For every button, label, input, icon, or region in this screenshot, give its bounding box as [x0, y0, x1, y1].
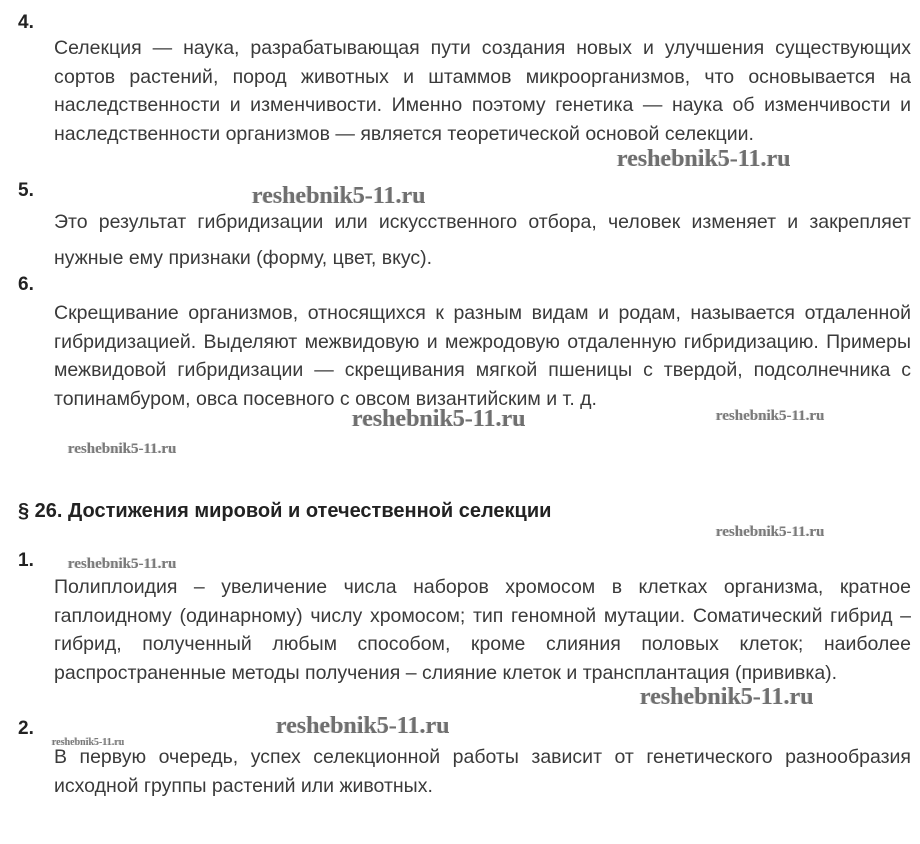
section-heading: § 26. Достижения мировой и отечественной селекции — [18, 500, 552, 522]
item-number-6: 6. — [18, 274, 34, 295]
section-item-number-1: 1. — [18, 550, 34, 571]
watermark: reshebnik5-11.ru — [352, 406, 526, 432]
section-item-text-1: Полиплоидия – увеличение числа наборов хромосом в клетках организма, кратное гаплоидному (одинарному) числу хромосом; тип геномной мутации. Соматический гибрид – гибрид, полученный любым способом, кроме слияния половых клеток; наиболее распространенные методы получения – слияние клеток и трансплантация (прививка). — [54, 576, 911, 684]
watermark: reshebnik5-11.ru — [68, 441, 177, 457]
watermark: reshebnik5-11.ru — [640, 684, 814, 710]
watermark: reshebnik5-11.ru — [68, 556, 177, 572]
item-text-6: Скрещивание организмов, относящихся к разным видам и родам, называется отдаленной гибридизацией. Выделяют межвидовую и межродовую отдаленную гибридизацию. Примеры межвидовой гибридизации — скрещивания мягкой пшеницы с твердой, подсолнечника с топинамбуром, овса посевного с овсом византийским и т. д. — [54, 302, 911, 410]
item-number-4: 4. — [18, 12, 34, 33]
item-number-5: 5. — [18, 180, 34, 201]
watermark: reshebnik5-11.ru — [276, 713, 450, 739]
watermark: reshebnik5-11.ru — [52, 737, 125, 748]
watermark: reshebnik5-11.ru — [716, 408, 825, 424]
section-item-text-2: В первую очередь, успех селекционной работы зависит от генетического разнообразия исходной группы растений или животных. — [54, 746, 911, 797]
watermark: reshebnik5-11.ru — [617, 146, 791, 172]
item-text-4: Селекция — наука, разрабатывающая пути создания новых и улучшения существующих сортов растений, пород животных и штаммов микроорганизмов, что основывается на наследственности и изменчивости. Именно поэтому генетика — наука об изменчивости и наследственности организмов — является теоретической основой селекции. — [54, 37, 911, 145]
watermark: reshebnik5-11.ru — [716, 524, 825, 540]
item-text-5: Это результат гибридизации или искусственного отбора, человек изменяет и закрепляет нужные ему признаки (форму, цвет, вкус). — [54, 211, 911, 269]
section-item-number-2: 2. — [18, 718, 34, 739]
watermark: reshebnik5-11.ru — [252, 183, 426, 209]
